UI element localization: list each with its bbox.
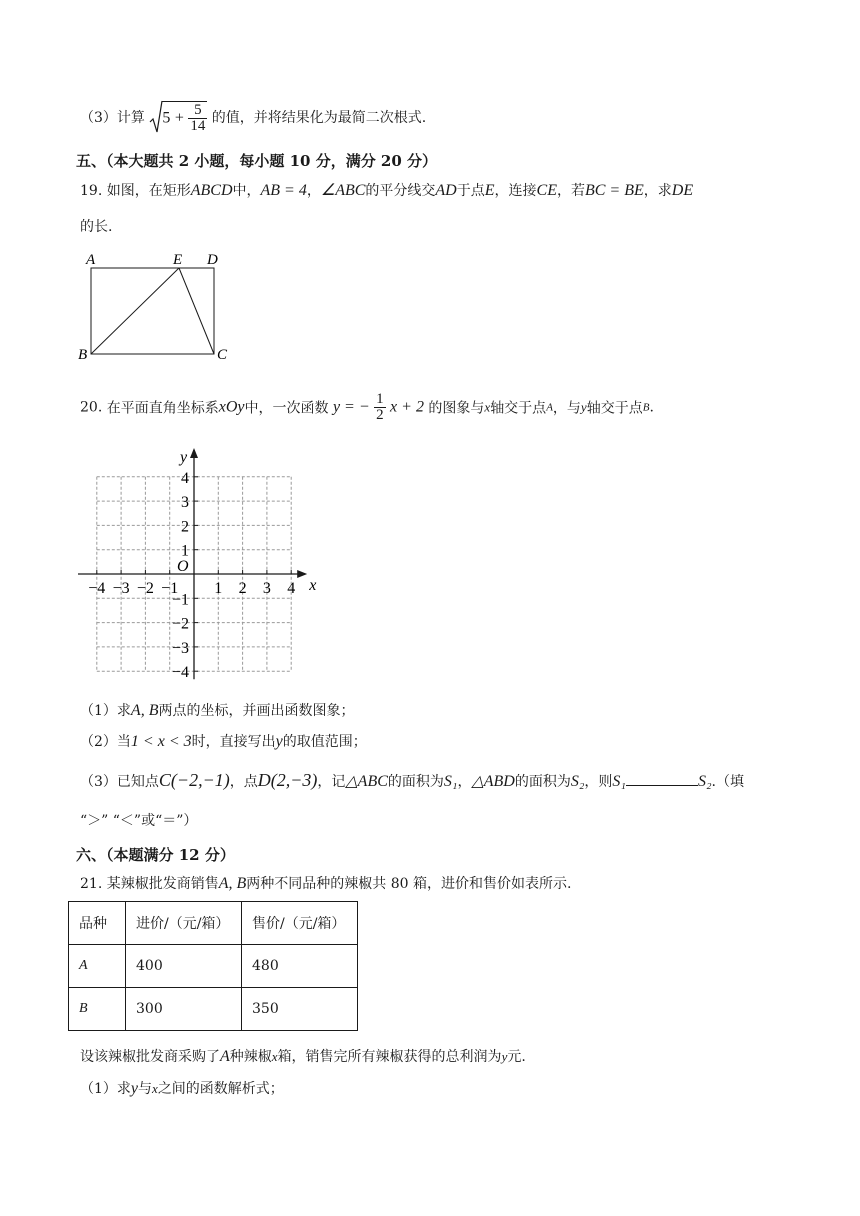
q19-line1: 19. 如图，在矩形ABCD中，AB = 4，∠ABC的平分线交AD于点E，连接CE，若BC = BE，求DE <box>80 182 694 199</box>
y-tick-label: 4 <box>181 469 189 487</box>
segment-be <box>91 268 179 354</box>
table-header-row <box>69 902 358 945</box>
y-axis-label: y <box>180 449 188 466</box>
label-a: A <box>86 252 96 268</box>
q20-part1: （1）求A, B两点的坐标，并画出函数图象； <box>80 702 355 719</box>
label-e: E <box>173 252 183 268</box>
section-6-heading: 六、（本题满分 12 分） <box>76 846 235 864</box>
x-tick-label: 4 <box>287 580 296 597</box>
origin-label: O <box>177 558 189 575</box>
table-row <box>69 945 358 988</box>
label-c: C <box>217 347 228 363</box>
q21-line1: 21. 某辣椒批发商销售A, B两种不同品种的辣椒共 80 箱，进价和售价如表所示. <box>80 875 572 892</box>
y-tick-label: 1 <box>181 542 189 560</box>
q20-line1: 20. 在平面直角坐标系xOy中，一次函数 y = − $\frac{1}{2}$ x + 2 的图象与x轴交于点A，与y轴交于点B. <box>80 391 654 423</box>
table-header-cell: 品种 <box>69 902 126 945</box>
section-5-heading: 五、（本大题共 2 小题，每小题 10 分，满分 20 分） <box>76 152 438 170</box>
y-tick-label: 3 <box>181 494 189 512</box>
table-cell: B <box>69 988 126 1031</box>
y-tick-label: −1 <box>171 591 189 609</box>
q21-setup: 设该辣椒批发商采购了A种辣椒x箱，销售完所有辣椒获得的总利润为y元. <box>80 1048 526 1065</box>
table-cell: A <box>69 945 126 988</box>
price-table <box>68 901 358 1031</box>
x-tick-label: −3 <box>112 580 130 597</box>
q20-part3: （3）已知点C(−2,−1)，点D(2,−3)，记△ABC的面积为S₁，△ABD的面积为S₂，则S₁ S₂.（填 <box>80 770 744 790</box>
x-axis-label: x <box>309 577 317 594</box>
q21-part1: （1）求y与x之间的函数解析式； <box>80 1080 284 1097</box>
table-cell: 300 <box>126 988 242 1031</box>
x-tick-label: 3 <box>262 580 271 597</box>
label-b: B <box>78 347 88 363</box>
y-tick-label: −2 <box>171 615 189 633</box>
q18-part3: （3）计算 5 + $\frac{5}{14}$ 的值，并将结果化为最简二次根式. <box>80 101 427 134</box>
y-axis-arrow <box>190 448 198 458</box>
q19-line2: 的长. <box>80 219 113 235</box>
q20-part2: （2）当1 < x < 3时，直接写出y的取值范围； <box>80 733 367 750</box>
q20-part3-line2: “＞” “＜”或“＝”） <box>80 813 198 829</box>
table-header-cell: 售价/（元/箱） <box>242 902 358 945</box>
table-cell: 400 <box>126 945 242 988</box>
rectangle-figure <box>78 248 238 368</box>
x-axis-arrow <box>297 570 307 578</box>
table-cell: 480 <box>242 945 358 988</box>
x-tick-label: −1 <box>161 580 179 597</box>
rect-abcd <box>91 268 214 354</box>
label-d: D <box>207 252 218 268</box>
x-tick-label: −4 <box>88 580 106 597</box>
sqrt-symbol <box>149 100 163 134</box>
y-tick-label: −3 <box>171 639 189 657</box>
y-tick-label: −4 <box>171 664 189 682</box>
x-tick-label: 2 <box>238 580 247 597</box>
segment-ce <box>179 268 214 354</box>
fraction-1-2: $\frac{1}{2}$ <box>376 391 384 423</box>
answer-blank[interactable] <box>626 771 698 786</box>
y-tick-label: 2 <box>181 518 189 536</box>
x-tick-label: −2 <box>136 580 154 597</box>
table-cell: 350 <box>242 988 358 1031</box>
x-tick-label: 1 <box>214 580 223 597</box>
coordinate-grid <box>75 446 315 686</box>
table-header-cell: 进价/（元/箱） <box>126 902 242 945</box>
fraction-5-14: $\frac{5}{14}$ <box>190 101 206 134</box>
table-row <box>69 988 358 1031</box>
